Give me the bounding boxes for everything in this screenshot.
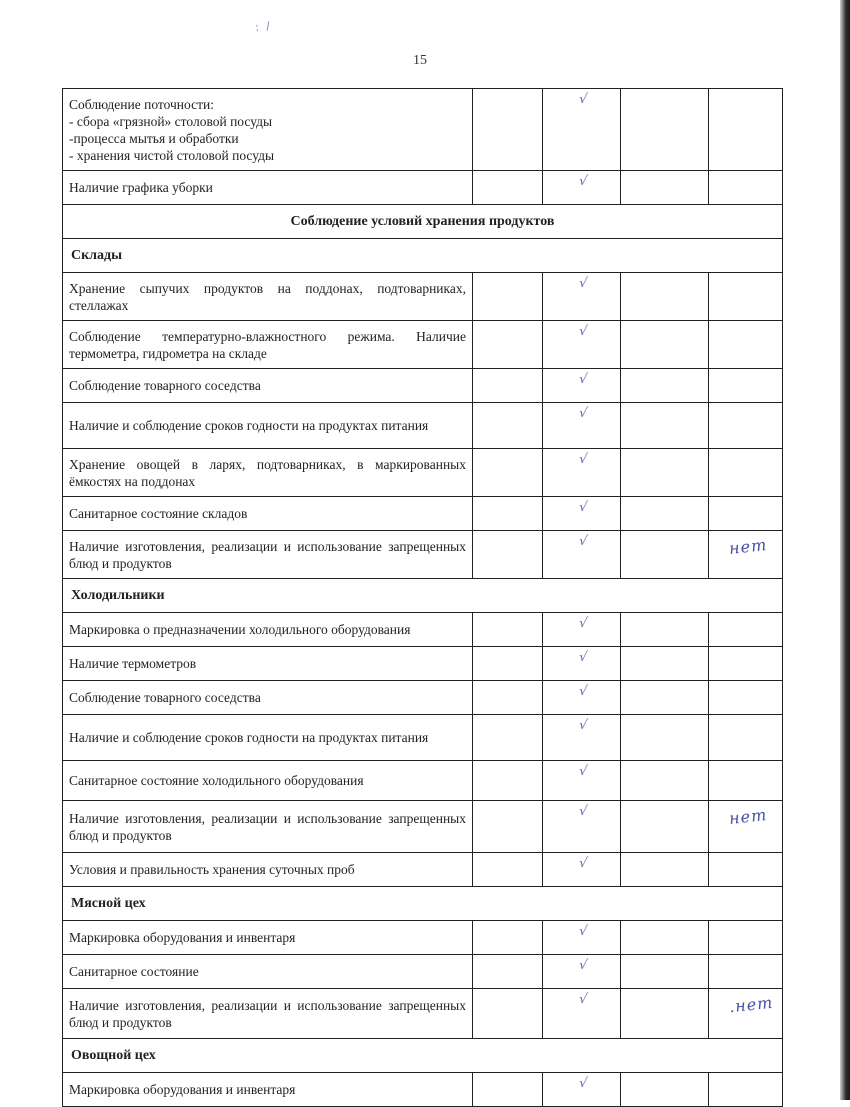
empty-cell xyxy=(473,761,543,801)
note-cell xyxy=(709,681,783,715)
handwritten-note: .нет xyxy=(728,992,775,1017)
empty-cell xyxy=(621,801,709,853)
table-row xyxy=(63,715,783,761)
table-row xyxy=(63,497,783,531)
empty-cell xyxy=(621,273,709,321)
yes-mark-cell xyxy=(543,801,621,853)
table-row xyxy=(63,321,783,369)
empty-cell xyxy=(621,761,709,801)
handwritten-check-mark: √ xyxy=(577,856,589,871)
handwritten-check-mark: √ xyxy=(577,718,589,733)
subsection-title: Овощной цех xyxy=(63,1039,783,1073)
handwritten-check-mark: √ xyxy=(577,992,589,1007)
subsection-header-row xyxy=(63,579,783,613)
empty-cell xyxy=(473,369,543,403)
empty-cell xyxy=(621,497,709,531)
inspection-checklist-table xyxy=(62,88,783,1107)
handwritten-check-mark: √ xyxy=(577,1076,589,1091)
empty-cell xyxy=(621,449,709,497)
handwritten-check-mark: √ xyxy=(577,764,589,779)
yes-mark-cell xyxy=(543,681,621,715)
handwritten-note: нет xyxy=(728,805,769,828)
table-row xyxy=(63,531,783,579)
criterion-cell: Санитарное состояние складов xyxy=(63,497,473,531)
criterion-cell: Наличие графика уборки xyxy=(63,171,473,205)
note-cell xyxy=(709,321,783,369)
table-row xyxy=(63,647,783,681)
table-row xyxy=(63,89,783,171)
yes-mark-cell xyxy=(543,613,621,647)
yes-mark-cell xyxy=(543,369,621,403)
handwritten-check-mark: √ xyxy=(577,174,589,189)
criterion-cell: Соблюдение температурно-влажностного режима. Наличие термометра, гидрометра на складе xyxy=(63,321,473,369)
handwritten-check-mark: √ xyxy=(577,650,589,665)
criterion-cell: Хранение сыпучих продуктов на поддонах, подтоварниках, стеллажах xyxy=(63,273,473,321)
handwritten-note: нет xyxy=(728,535,769,558)
empty-cell xyxy=(621,989,709,1039)
table-row xyxy=(63,171,783,205)
note-cell xyxy=(709,369,783,403)
note-cell xyxy=(709,761,783,801)
table-row xyxy=(63,801,783,853)
empty-cell xyxy=(621,403,709,449)
criterion-cell: Наличие изготовления, реализации и использование запрещенных блюд и продуктов xyxy=(63,801,473,853)
criterion-cell: Соблюдение товарного соседства xyxy=(63,369,473,403)
handwritten-check-mark: √ xyxy=(577,92,589,107)
yes-mark-cell xyxy=(543,647,621,681)
section-header-row xyxy=(63,205,783,239)
stray-pen-marks: : / xyxy=(254,18,273,35)
note-cell xyxy=(709,449,783,497)
criterion-cell: Наличие изготовления, реализации и использование запрещенных блюд и продуктов xyxy=(63,989,473,1039)
yes-mark-cell xyxy=(543,715,621,761)
empty-cell xyxy=(473,1073,543,1107)
scan-edge-shadow xyxy=(840,0,850,1100)
handwritten-check-mark: √ xyxy=(577,372,589,387)
subsection-header-row xyxy=(63,1039,783,1073)
handwritten-check-mark: √ xyxy=(577,804,589,819)
yes-mark-cell xyxy=(543,1073,621,1107)
section-title: Соблюдение условий хранения продуктов xyxy=(63,205,783,239)
criterion-cell: Маркировка оборудования и инвентаря xyxy=(63,1073,473,1107)
empty-cell xyxy=(621,921,709,955)
note-cell xyxy=(709,989,783,1039)
empty-cell xyxy=(473,171,543,205)
handwritten-check-mark: √ xyxy=(577,616,589,631)
criterion-cell: Санитарное состояние xyxy=(63,955,473,989)
empty-cell xyxy=(621,681,709,715)
table-row xyxy=(63,853,783,887)
note-cell xyxy=(709,921,783,955)
empty-cell xyxy=(473,921,543,955)
criterion-cell: Маркировка оборудования и инвентаря xyxy=(63,921,473,955)
empty-cell xyxy=(621,613,709,647)
handwritten-check-mark: √ xyxy=(577,684,589,699)
note-cell xyxy=(709,273,783,321)
empty-cell xyxy=(621,321,709,369)
note-cell xyxy=(709,647,783,681)
empty-cell xyxy=(621,1073,709,1107)
empty-cell xyxy=(621,955,709,989)
table-row xyxy=(63,369,783,403)
empty-cell xyxy=(621,369,709,403)
empty-cell xyxy=(473,647,543,681)
yes-mark-cell xyxy=(543,531,621,579)
note-cell xyxy=(709,613,783,647)
empty-cell xyxy=(473,853,543,887)
note-cell xyxy=(709,853,783,887)
criterion-cell: Наличие и соблюдение сроков годности на продуктах питания xyxy=(63,403,473,449)
table-row xyxy=(63,955,783,989)
empty-cell xyxy=(473,613,543,647)
criterion-cell: Хранение овощей в ларях, подтоварниках, в маркированных ёмкостях на поддонах xyxy=(63,449,473,497)
note-cell xyxy=(709,801,783,853)
table-row xyxy=(63,681,783,715)
table-row xyxy=(63,989,783,1039)
yes-mark-cell xyxy=(543,273,621,321)
table-row xyxy=(63,921,783,955)
subsection-title: Холодильники xyxy=(63,579,783,613)
empty-cell xyxy=(621,171,709,205)
subsection-title: Мясной цех xyxy=(63,887,783,921)
note-cell xyxy=(709,715,783,761)
yes-mark-cell xyxy=(543,89,621,171)
handwritten-check-mark: √ xyxy=(577,324,589,339)
note-cell xyxy=(709,171,783,205)
empty-cell xyxy=(621,715,709,761)
criterion-cell: Наличие изготовления, реализации и использование запрещенных блюд и продуктов xyxy=(63,531,473,579)
empty-cell xyxy=(473,955,543,989)
handwritten-check-mark: √ xyxy=(577,534,589,549)
empty-cell xyxy=(473,715,543,761)
yes-mark-cell xyxy=(543,955,621,989)
empty-cell xyxy=(473,273,543,321)
note-cell xyxy=(709,497,783,531)
empty-cell xyxy=(473,497,543,531)
table-row xyxy=(63,613,783,647)
empty-cell xyxy=(621,853,709,887)
yes-mark-cell xyxy=(543,921,621,955)
empty-cell xyxy=(473,989,543,1039)
yes-mark-cell xyxy=(543,171,621,205)
empty-cell xyxy=(621,647,709,681)
criterion-cell: Соблюдение товарного соседства xyxy=(63,681,473,715)
criterion-cell: Санитарное состояние холодильного оборудования xyxy=(63,761,473,801)
note-cell xyxy=(709,531,783,579)
table-row xyxy=(63,449,783,497)
criterion-cell: Наличие термометров xyxy=(63,647,473,681)
yes-mark-cell xyxy=(543,989,621,1039)
handwritten-check-mark: √ xyxy=(577,276,589,291)
handwritten-check-mark: √ xyxy=(577,452,589,467)
subsection-title: Склады xyxy=(63,239,783,273)
empty-cell xyxy=(473,403,543,449)
yes-mark-cell xyxy=(543,497,621,531)
yes-mark-cell xyxy=(543,449,621,497)
empty-cell xyxy=(473,681,543,715)
table-row xyxy=(63,761,783,801)
note-cell xyxy=(709,403,783,449)
empty-cell xyxy=(473,89,543,171)
yes-mark-cell xyxy=(543,321,621,369)
note-cell xyxy=(709,1073,783,1107)
empty-cell xyxy=(473,531,543,579)
criterion-cell: Наличие и соблюдение сроков годности на продуктах питания xyxy=(63,715,473,761)
empty-cell xyxy=(621,89,709,171)
yes-mark-cell xyxy=(543,853,621,887)
handwritten-check-mark: √ xyxy=(577,958,589,973)
criterion-cell: Условия и правильность хранения суточных проб xyxy=(63,853,473,887)
table-row xyxy=(63,1073,783,1107)
subsection-header-row xyxy=(63,887,783,921)
table-row xyxy=(63,403,783,449)
note-cell xyxy=(709,955,783,989)
empty-cell xyxy=(473,321,543,369)
note-cell xyxy=(709,89,783,171)
table-row xyxy=(63,273,783,321)
empty-cell xyxy=(621,531,709,579)
criterion-cell: Маркировка о предназначении холодильного оборудования xyxy=(63,613,473,647)
criterion-cell: Соблюдение поточности: - сбора «грязной» столовой посуды -процесса мытья и обработки - хранения чистой столовой посуды xyxy=(63,89,473,171)
empty-cell xyxy=(473,449,543,497)
handwritten-check-mark: √ xyxy=(577,924,589,939)
yes-mark-cell xyxy=(543,403,621,449)
subsection-header-row xyxy=(63,239,783,273)
handwritten-check-mark: √ xyxy=(577,500,589,515)
page-number: 15 xyxy=(413,53,427,68)
empty-cell xyxy=(473,801,543,853)
handwritten-check-mark: √ xyxy=(577,406,589,421)
yes-mark-cell xyxy=(543,761,621,801)
